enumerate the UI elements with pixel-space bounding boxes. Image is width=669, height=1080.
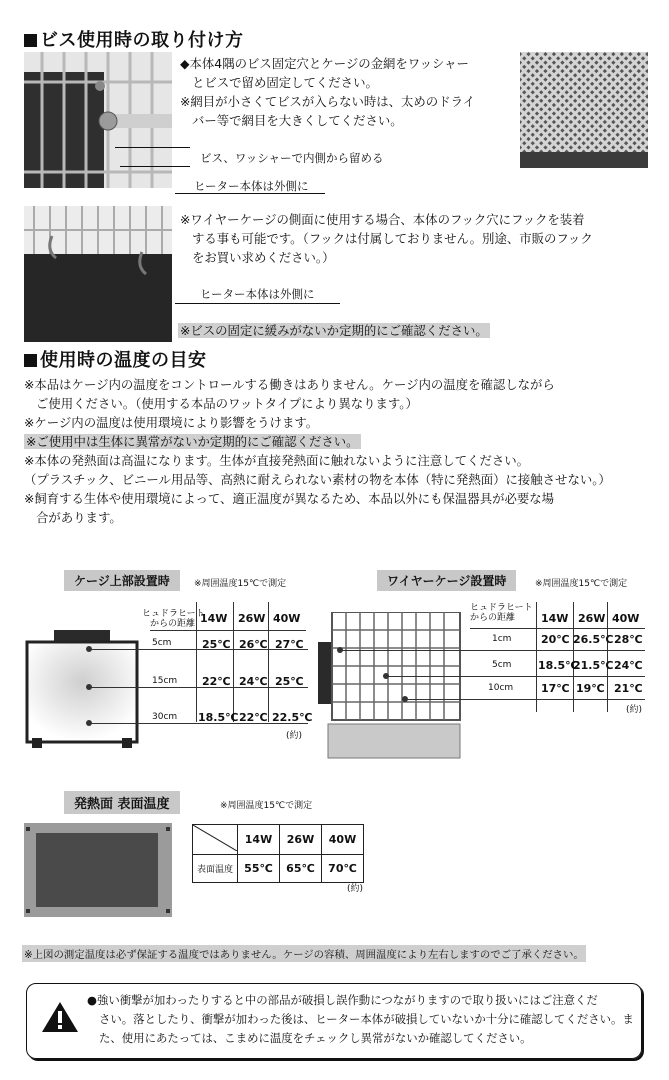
table-wire-title: ワイヤーケージ設置時 <box>377 570 516 591</box>
table-top-cell: 18.5℃ <box>198 711 239 724</box>
table-top-row-header: ヒュドラヒート からの距離 <box>142 609 205 629</box>
cage-screw-illustration <box>24 52 172 188</box>
table-top-cell: 25℃ <box>275 675 304 688</box>
table-top-cell: 25℃ <box>202 638 231 651</box>
corner-hole <box>26 827 30 831</box>
table-surface-title: 発熱面 表面温度 <box>64 791 180 814</box>
table-top-dist: 15cm <box>152 676 178 686</box>
surface-row-label: 表面温度 <box>193 855 238 883</box>
warning-triangle-icon <box>41 1000 79 1034</box>
table-wire-cell: 19℃ <box>576 682 605 695</box>
table-surface-approx: (約) <box>347 884 364 894</box>
warning-box <box>26 983 642 1059</box>
measure-point <box>337 647 343 653</box>
table-wire-row-header: ヒュドラヒート からの距離 <box>470 603 533 623</box>
table-wire-condition: ※周囲温度15℃で測定 <box>535 579 628 589</box>
surface-cell: 55℃ <box>238 855 280 883</box>
measure-point <box>86 684 92 690</box>
measure-point <box>402 696 408 702</box>
table-top-divider <box>268 602 269 722</box>
table-top-cell: 22.5℃ <box>272 711 313 724</box>
table-top-approx: (約) <box>286 731 303 741</box>
table-wire-cell: 17℃ <box>541 682 570 695</box>
photo-screw-mounting <box>24 52 172 188</box>
surface-table-corner <box>193 825 238 855</box>
hook-instructions: ※ワイヤーケージの側面に使用する場合、本体のフック穴にフックを装着 する事も可能です。（フックは付属しておりません。別途、市販のフック をお買い求めください。） <box>180 212 593 265</box>
table-wire-approx: (約) <box>626 705 643 715</box>
table-top-col-40w: 40W <box>273 612 301 625</box>
heating-panel-illustration <box>24 823 172 917</box>
table-wire-cell: 26.5℃ <box>573 633 614 646</box>
table-top-cell: 22℃ <box>202 675 231 688</box>
temperature-notes: ※本品はケージ内の温度をコントロールする働きはありません。ケージ内の温度を確認しながら ご使用ください。（使用する本品のワットタイプにより異なります。） ※ケージ内の温度は使用環境により影響をうけます。 ※ご使用中は生体に異常がないか定期的にご確認ください。 ※本体の発熱面は高温になります。生体が直接発熱面に触れないように注意してください。 （プラスチック、ビニール用品等、高熱に耐えられない素材の物を本体（特に発熱面）に接触させない。） ※飼育する生体や使用環境によって、適正温度が異なるため、本品以外にも保温器具が必要な場 合があります。 <box>24 377 611 525</box>
surface-col-40w: 40W <box>322 825 364 855</box>
table-top-col-26w: 26W <box>238 612 266 625</box>
mesh-photo <box>520 52 648 168</box>
table-wire-cell: 20℃ <box>541 633 570 646</box>
table-wire-col-40w: 40W <box>612 612 640 625</box>
surface-temp-table <box>192 824 364 883</box>
callout-line-2 <box>120 166 190 167</box>
measure-point <box>383 673 389 679</box>
surface-cell: 70℃ <box>322 855 364 883</box>
measure-point <box>86 646 92 652</box>
diagonal-line <box>193 825 237 851</box>
table-wire-col-14w: 14W <box>541 612 569 625</box>
check-screw-note: ※ビスの固定に緩みがないか定期的にご確認ください。 <box>180 323 488 338</box>
table-top-dist: 30cm <box>152 712 178 722</box>
table-wire-dist: 10cm <box>488 683 514 693</box>
surface-col-14w: 14W <box>238 825 280 855</box>
table-top-col-14w: 14W <box>200 612 228 625</box>
table-top-cell: 27℃ <box>275 638 304 651</box>
callout-heater-outside-2: ヒーター本体は外側に <box>200 287 315 301</box>
table-wire-cell: 24℃ <box>614 659 643 672</box>
measurement-disclaimer: ※上図の測定温度は必ず保証する温度ではありません。ケージの容積、周囲温度により左右しますのでご了承ください。 <box>22 945 586 962</box>
section-title-screw-mounting: ビス使用時の取り付け方 <box>24 26 244 52</box>
corner-hole <box>166 827 170 831</box>
table-wire-row-line <box>386 676 645 677</box>
table-wire-dist: 5cm <box>492 660 512 670</box>
table-wire-row-line <box>405 699 645 700</box>
table-top-divider <box>150 630 306 631</box>
table-top-cell: 24℃ <box>239 675 268 688</box>
corner-hole <box>166 909 170 913</box>
callout-underline-2 <box>175 303 340 304</box>
table-wire-divider <box>607 602 608 712</box>
table-wire-cell: 28℃ <box>614 633 643 646</box>
photo-hook-mounting <box>24 206 172 342</box>
table-top-divider <box>233 602 234 722</box>
table-top-cell: 22℃ <box>239 711 268 724</box>
table-top-dist: 5cm <box>152 638 172 648</box>
table-wire-dist: 1cm <box>492 634 512 644</box>
table-wire-cell: 18.5℃ <box>538 659 579 672</box>
surface-cell: 65℃ <box>280 855 322 883</box>
callout-underline-1 <box>175 193 325 194</box>
wire-cage-illustration <box>318 612 468 762</box>
table-wire-col-26w: 26W <box>578 612 606 625</box>
section-title-temperature-guide: 使用時の温度の目安 <box>24 346 207 372</box>
surface-col-26w: 26W <box>280 825 322 855</box>
warning-text: ●強い衝撃が加わったりすると中の部品が破損し誤作動につながりますので取り扱いにはご注意くだ さい。落としたり、衝撃が加わった後は、ヒーター本体が破損していないか十分に確認してください。ま た、使用にあたっては、こまめに温度をチェックし異常がないか確認してください。 <box>87 993 634 1045</box>
table-wire-divider <box>470 628 645 629</box>
cage-top-illustration <box>24 630 140 750</box>
corner-hole <box>26 909 30 913</box>
square-bullet-icon <box>24 354 37 367</box>
table-top-divider <box>196 602 197 722</box>
table-wire-divider <box>573 602 574 712</box>
callout-line-1 <box>115 147 190 156</box>
table-wire-divider <box>536 602 537 712</box>
measure-point <box>86 720 92 726</box>
square-bullet-icon <box>24 34 37 47</box>
wire-cage-hook-illustration <box>24 206 172 342</box>
table-wire-row-line <box>340 650 645 651</box>
table-wire-cell: 21.5℃ <box>573 659 614 672</box>
table-top-condition: ※周囲温度15℃で測定 <box>194 579 287 589</box>
table-surface-condition: ※周囲温度15℃で測定 <box>220 801 313 811</box>
callout-heater-outside-1: ヒーター本体は外側に <box>194 179 309 193</box>
callout-screw-washer: ビス、ワッシャーで内側から留める <box>200 151 384 165</box>
table-top-cell: 26℃ <box>239 638 268 651</box>
screw-instructions: ◆本体4隅のビス固定穴とケージの金網をワッシャー とビスで留め固定してください。 ※網目が小さくてビスが入らない時は、太めのドライ バー等で網目を大きくしてください。 <box>180 56 475 128</box>
heating-surface <box>36 833 158 907</box>
table-top-title: ケージ上部設置時 <box>64 570 180 591</box>
table-wire-cell: 21℃ <box>614 682 643 695</box>
